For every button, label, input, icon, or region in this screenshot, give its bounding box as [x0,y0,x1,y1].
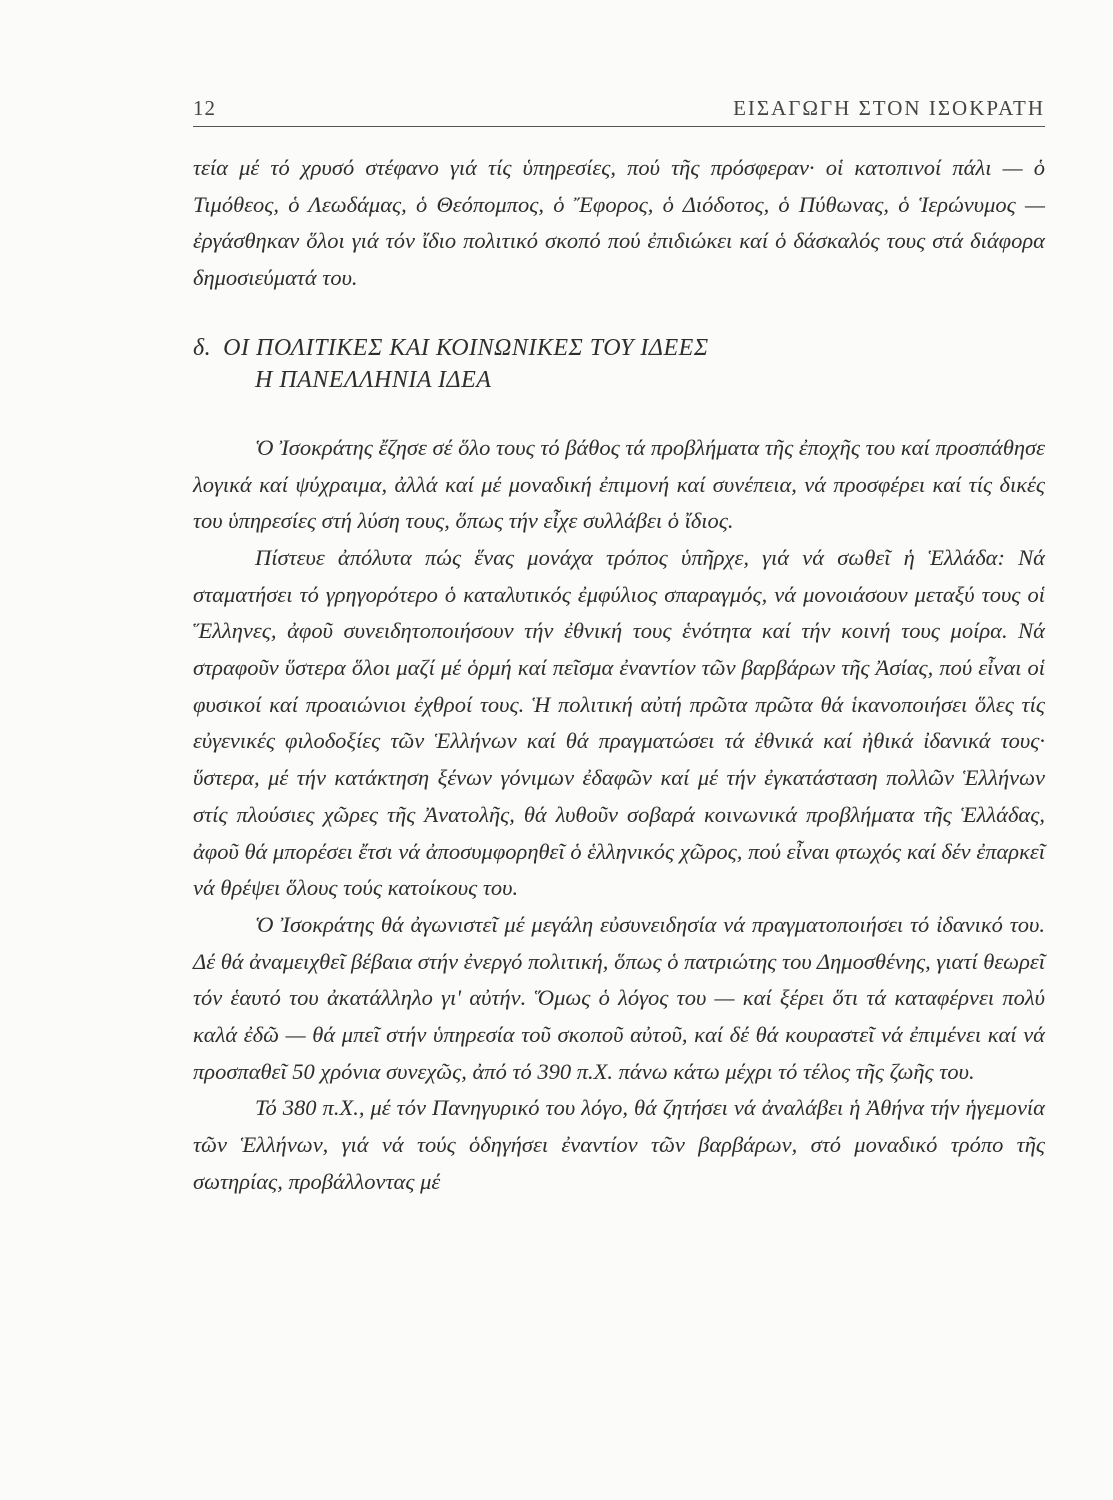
paragraph-4: Τό 380 π.Χ., μέ τόν Πανηγυρικό του λόγο, θά ζητήσει νά ἀναλάβει ἡ Ἀθήνα τήν ἡγεμονία τῶν Ἑλλήνων, γιά νά τούς ὁδηγήσει ἐναντίον τῶν βαρβάρων, στό μοναδικό τρόπο τῆς σωτηρίας, προβάλλοντας μέ [193,1095,1045,1194]
running-title: ΕΙΣΑΓΩΓΗ ΣΤΟΝ ΙΣΟΚΡΑΤΗ [733,96,1045,120]
section-title-line2: Η ΠΑΝΕΛΛΗΝΙΑ ΙΔΕΑ [255,366,492,393]
page-header [193,96,1045,127]
section-letter: δ. [193,334,212,361]
paragraph-2: Πίστευε ἀπόλυτα πώς ἕνας μονάχα τρόπος ὑπῆρχε, γιά νά σωθεῖ ἡ Ἑλλάδα: Νά σταματήσει τό γρηγορότερο ὁ καταλυτικός ἐμφύλιος σπαραγμός, νά μονοιάσουν μεταξύ τους οἱ Ἕλληνες, ἀφοῦ συνειδητοποιήσουν τήν ἐθνική τους ἑνότητα καί τήν κοινή τους μοίρα. Νά στραφοῦν ὕστερα ὅλοι μαζί μέ ὁρμή καί πεῖσμα ἐναντίον τῶν βαρβάρων τῆς Ἀσίας, πού εἶναι οἱ φυσικοί καί προαιώνιοι ἐχθροί τους. Ἡ πολιτική αὐτή πρῶτα πρῶτα θά ἱκανοποιήσει ὅλες τίς εὐγενικές φιλοδοξίες τῶν Ἑλλήνων καί θά πραγματώσει τά ἐθνικά καί ἠθικά ἰδανικά τους· ὕστερα, μέ τήν κατάκτηση ξένων γόνιμων ἐδαφῶν καί μέ τήν ἐγκατάσταση πολλῶν Ἑλλήνων στίς πλούσιες χῶρες τῆς Ἀνατολῆς, θά λυθοῦν σοβαρά κοινωνικά προβλήματα τῆς Ἑλλάδας, ἀφοῦ θά μπορέσει ἔτσι νά ἀποσυμφορηθεῖ ὁ ἑλληνικός χῶρος, πού εἶναι φτωχός καί δέν ἐπαρκεῖ νά θρέψει ὅλους τούς κατοίκους του. [193,544,1045,901]
paragraph-3: Ὁ Ἰσοκράτης θά ἀγωνιστεῖ μέ μεγάλη εὐσυνειδησία νά πραγματοποιήσει τό ἰδανικό του. Δέ θά ἀναμειχθεῖ βέβαια στήν ἐνεργό πολιτική, ὅπως ὁ πατριώτης του Δημοσθένης, γιατί θεωρεῖ τόν ἑαυτό του ἀκατάλληλο γι' αὐτήν. Ὅμως ὁ λόγος του — καί ξέρει ὅτι τά καταφέρνει πολύ καλά ἐδῶ — θά μπεῖ στήν ὑπηρεσία τοῦ σκοποῦ αὐτοῦ, καί δέ θά κουραστεῖ νά ἐπιμένει καί νά προσπαθεῖ 50 χρόνια συνεχῶς, ἀπό τό 390 π.Χ. πάνω κάτω μέχρι τό τέλος τῆς ζωῆς του. [193,911,1045,1084]
page-number: 12 [193,96,216,120]
intro-paragraph: τεία μέ τό χρυσό στέφανο γιά τίς ὑπηρεσίες, πού τῆς πρόσφεραν· οἱ κατοπινοί πάλι — ὁ Τιμόθεος, ὁ Λεωδάμας, ὁ Θεόπομπος, ὁ Ἔφορος, ὁ Διόδοτος, ὁ Πύθωνας, ὁ Ἱερώνυμος — ἐργάσθηκαν ὅλοι γιά τόν ἴδιο πολιτικό σκοπό πού ἐπιδιώκει καί ὁ δάσκαλός τους στά διάφορα δημοσιεύματά του. [193,155,1045,291]
section-heading [193,332,1045,396]
body-text [193,150,1045,1201]
section-title-line1: ΟΙ ΠΟΛΙΤΙΚΕΣ ΚΑΙ ΚΟΙΝΩΝΙΚΕΣ ΤΟΥ ΙΔΕΕΣ [223,334,709,361]
paragraph-1: Ὁ Ἰσοκράτης ἔζησε σέ ὅλο τους τό βάθος τά προβλήματα τῆς ἐποχῆς του καί προσπάθησε λογικά καί ψύχραιμα, ἀλλά καί μέ μοναδική ἐπιμονή καί συνέπεια, νά προσφέρει καί τίς δικές του ὑπηρεσίες στή λύση τους, ὅπως τήν εἶχε συλλάβει ὁ ἴδιος. [193,434,1045,534]
